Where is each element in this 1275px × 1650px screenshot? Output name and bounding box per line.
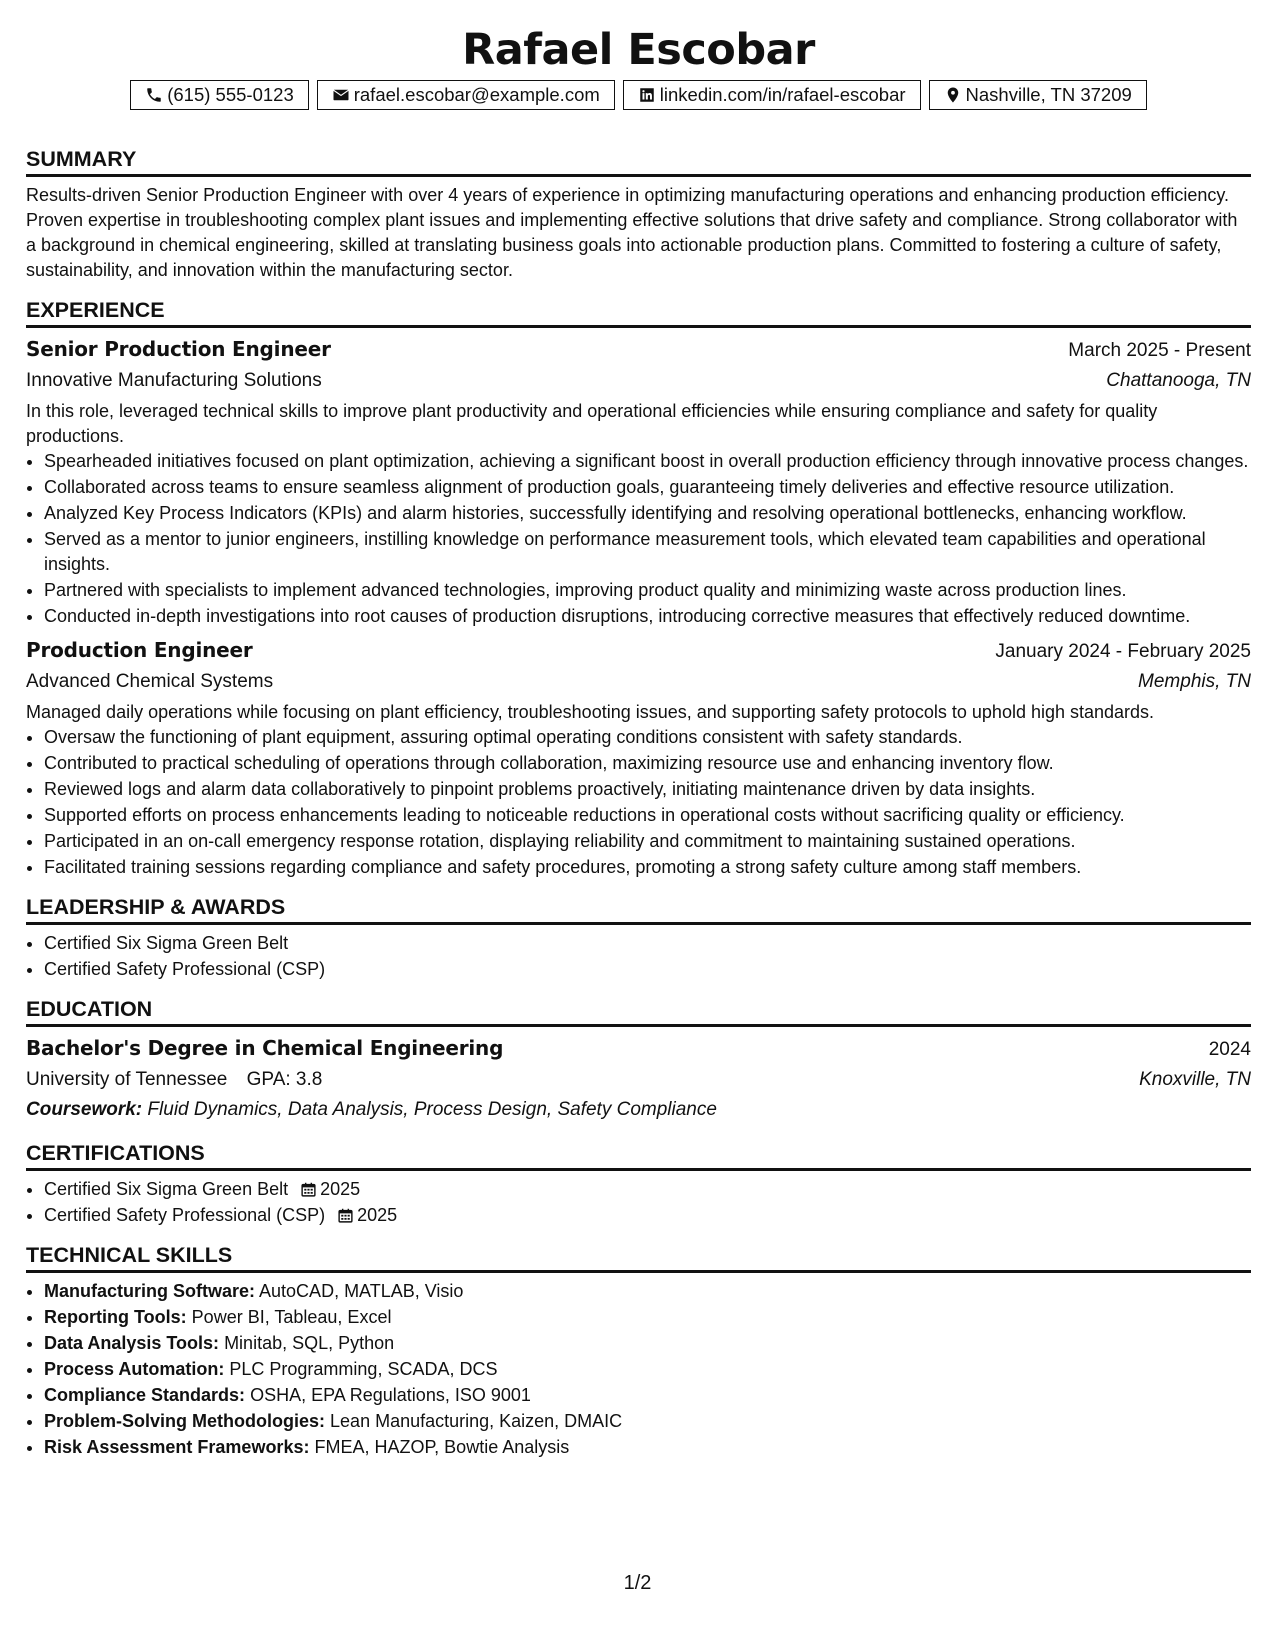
leadership-section [26, 894, 1251, 982]
coursework-label: Coursework: [26, 1099, 143, 1120]
list-item: • Analyzed Key Process Indicators (KPIs) and alarm histories, successfully identifying and resolving operational bottlenecks, enhancing workflow. [44, 501, 1251, 526]
job-description: Managed daily operations while focusing on plant efficiency, troubleshooting issues, and supporting safety protocols to uphold high standards. [26, 702, 1155, 722]
list-item [44, 1331, 1251, 1356]
summary-text: Results-driven Senior Production Engineer with over 4 years of experience in optimizing manufacturing operations and enhancing production efficiency. Proven expertise in troubleshooting complex plant issues and implementing effective solutions that drive safety and compliance. Strong collaborator with a background in chemical engineering, skilled at translating business goals into actionable production plans. Committed to fostering a culture of safety, sustainability, and innovation within the manufacturing sector. [26, 185, 1238, 280]
section-title-certifications: CERTIFICATIONS [26, 1140, 1251, 1171]
skill-label: Reporting Tools: [44, 1307, 187, 1327]
job-description: In this role, leveraged technical skills to improve plant productivity and operational efficiencies while ensuring compliance and safety for quality productions. [26, 401, 1158, 446]
job-dates: March 2025 - Present [1068, 340, 1251, 361]
list-item: • Spearheaded initiatives focused on plant optimization, achieving a significant boost in overall production efficiency through innovative process changes. [44, 449, 1251, 474]
degree-title: Bachelor's Degree in Chemical Engineering [26, 1036, 504, 1060]
job-bullets [26, 449, 1251, 629]
list-item: • Conducted in-depth investigations into root causes of production disruptions, introducing corrective measures that effectively reduced downtime. [44, 604, 1251, 629]
list-item: • Supported efforts on process enhancements leading to noticeable reductions in operational costs without sacrificing quality or efficiency. [44, 803, 1251, 828]
job-bullets [26, 725, 1251, 880]
section-title-education: EDUCATION [26, 996, 1251, 1027]
envelope-icon [332, 86, 350, 104]
resume-page [26, 0, 1251, 1461]
cert-year: 2025 [357, 1205, 398, 1225]
experience-section [26, 297, 1251, 880]
contact-location[interactable] [929, 80, 1147, 110]
list-item: • Facilitated training sessions regarding compliance and safety procedures, promoting a strong safety culture among staff members. [44, 855, 1251, 880]
job-entry [26, 635, 1251, 880]
phone-icon [145, 86, 163, 104]
cert-name: • Certified Safety Professional (CSP) [44, 1205, 326, 1225]
page-number: 1/2 [623, 1572, 652, 1594]
cert-name: • Certified Six Sigma Green Belt [44, 1179, 289, 1199]
contact-linkedin-text: linkedin.com/in/rafael-escobar [659, 84, 906, 105]
list-item: • Certified Safety Professional (CSP) [44, 957, 1251, 982]
list-item: • Oversaw the functioning of plant equipment, assuring optimal operating conditions consistent with safety standards. [44, 725, 1251, 750]
skill-label: Process Automation: [44, 1359, 225, 1379]
job-company: Advanced Chemical Systems [26, 671, 274, 692]
skill-label: Problem-Solving Methodologies: [44, 1411, 326, 1431]
contact-phone-text: (615) 555-0123 [167, 84, 294, 105]
section-title-summary: SUMMARY [26, 146, 1251, 177]
leadership-list [26, 931, 1251, 982]
skill-value: OSHA, EPA Regulations, ISO 9001 [250, 1385, 531, 1405]
contact-email[interactable] [317, 80, 615, 110]
candidate-name: Rafael Escobar [462, 25, 815, 75]
list-item: • Contributed to practical scheduling of operations through collaboration, maximizing resource use and enhancing inventory flow. [44, 751, 1251, 776]
calendar-icon [337, 1207, 354, 1224]
job-location: Chattanooga, TN [1106, 370, 1251, 391]
list-item: • Partnered with specialists to implement advanced technologies, improving product quality and minimizing waste across production lines. [44, 578, 1251, 603]
skill-value: Power BI, Tableau, Excel [191, 1307, 392, 1327]
contact-location-text: Nashville, TN 37209 [965, 84, 1132, 105]
list-item: • Participated in an on-call emergency response rotation, displaying reliability and commitment to maintaining sustained operations. [44, 829, 1251, 854]
job-title: Senior Production Engineer [26, 337, 331, 361]
skill-value: FMEA, HAZOP, Bowtie Analysis [314, 1437, 570, 1457]
list-item [44, 1383, 1251, 1408]
list-item [44, 1305, 1251, 1330]
list-item: • Served as a mentor to junior engineers, instilling knowledge on performance measurement tools, which elevated team capabilities and operational insights. [44, 527, 1251, 577]
school-name: University of Tennessee [26, 1069, 228, 1090]
skill-label: Risk Assessment Frameworks: [44, 1437, 310, 1457]
skill-value: Lean Manufacturing, Kaizen, DMAIC [330, 1411, 623, 1431]
skills-section [26, 1242, 1251, 1460]
job-dates: January 2024 - February 2025 [995, 641, 1251, 662]
skill-label: Compliance Standards: [44, 1385, 246, 1405]
contact-email-text: rafael.escobar@example.com [353, 84, 600, 105]
list-item: • Certified Six Sigma Green Belt [44, 931, 1251, 956]
school-location: Knoxville, TN [1139, 1069, 1251, 1090]
skills-list [26, 1279, 1251, 1460]
coursework-list: Fluid Dynamics, Data Analysis, Process Design, Safety Compliance [147, 1099, 717, 1120]
coursework [26, 1095, 1251, 1124]
section-title-leadership: LEADERSHIP & AWARDS [26, 894, 1251, 925]
graduation-year: 2024 [1208, 1039, 1251, 1060]
contact-linkedin[interactable] [623, 80, 921, 110]
list-item: • Reviewed logs and alarm data collaboratively to pinpoint problems proactively, initiating maintenance driven by data insights. [44, 777, 1251, 802]
contact-bar [26, 80, 1251, 110]
section-title-experience: EXPERIENCE [26, 297, 1251, 328]
summary-section [26, 146, 1251, 283]
job-title: Production Engineer [26, 638, 253, 662]
cert-year: 2025 [320, 1179, 361, 1199]
list-item [44, 1409, 1251, 1434]
certifications-section [26, 1140, 1251, 1228]
map-pin-icon [944, 86, 962, 104]
contact-phone[interactable] [130, 80, 309, 110]
list-item [44, 1203, 1251, 1228]
job-entry [26, 334, 1251, 629]
list-item: • Collaborated across teams to ensure seamless alignment of production goals, guaranteeing timely deliveries and effective resource utilization. [44, 475, 1251, 500]
skill-value: Minitab, SQL, Python [224, 1333, 395, 1353]
job-company: Innovative Manufacturing Solutions [26, 370, 322, 391]
gpa: GPA: 3.8 [246, 1069, 323, 1090]
skill-label: Data Analysis Tools: [44, 1333, 220, 1353]
skill-label: Manufacturing Software: [44, 1281, 256, 1301]
list-item [44, 1435, 1251, 1460]
list-item [44, 1357, 1251, 1382]
certifications-list [26, 1177, 1251, 1228]
list-item [44, 1279, 1251, 1304]
section-title-skills: TECHNICAL SKILLS [26, 1242, 1251, 1273]
skill-value: PLC Programming, SCADA, DCS [229, 1359, 498, 1379]
list-item [44, 1177, 1251, 1202]
job-location: Memphis, TN [1138, 671, 1251, 692]
education-section [26, 996, 1251, 1124]
linkedin-icon [638, 86, 656, 104]
skill-value: AutoCAD, MATLAB, Visio [259, 1281, 464, 1301]
calendar-icon [300, 1181, 317, 1198]
